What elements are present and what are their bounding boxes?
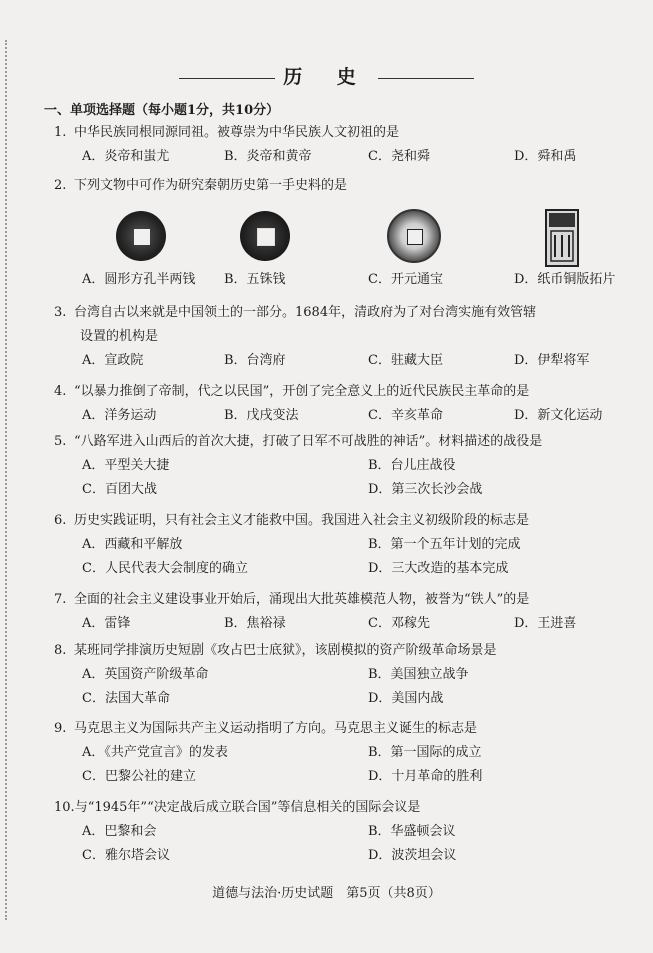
question-8 [54, 639, 614, 711]
question-stem: 下列文物中可作为研究秦朝历史第一手史料的是 [74, 178, 348, 193]
option-d[interactable]: D．舜和禹 [514, 149, 577, 164]
option-a[interactable]: A．西藏和平解放 [82, 537, 183, 552]
option-b[interactable]: B．五铢钱 [224, 272, 286, 287]
option-c[interactable]: C．邓稼先 [368, 616, 430, 631]
artifact-images [0, 207, 653, 267]
option-c[interactable]: C．辛亥革命 [368, 408, 443, 423]
option-a[interactable]: A．雷锋 [82, 616, 131, 631]
option-c[interactable]: C．巴黎公社的建立 [82, 769, 196, 784]
page-footer: 道德与法治·历史试题 第5页（共8页） [212, 886, 441, 901]
question-2-options [54, 268, 614, 292]
kaiyuan-coin-image [387, 209, 441, 263]
question-stem-line-2: 设置的机构是 [80, 329, 159, 344]
question-number: 2. [54, 178, 67, 193]
option-c[interactable]: C．百团大战 [82, 482, 157, 497]
question-number: 1. [54, 125, 67, 140]
option-c[interactable]: C．尧和舜 [368, 149, 430, 164]
option-a[interactable]: A．圆形方孔半两钱 [82, 272, 196, 287]
option-d[interactable]: D．新文化运动 [514, 408, 603, 423]
question-stem: 与“1945年”“决定战后成立联合国”等信息相关的国际会议是 [74, 800, 421, 815]
option-b[interactable]: B．第一国际的成立 [368, 745, 482, 760]
option-c[interactable]: C．法国大革命 [82, 691, 170, 706]
paper-money-rubbing-image [545, 209, 579, 267]
option-b[interactable]: B．美国独立战争 [368, 667, 469, 682]
wuzhu-coin-image [240, 211, 290, 261]
option-b[interactable]: B．焦裕禄 [224, 616, 286, 631]
option-d[interactable]: D．三大改造的基本完成 [368, 561, 509, 576]
option-a[interactable]: A．英国资产阶级革命 [82, 667, 209, 682]
question-number: 8. [54, 643, 67, 658]
question-4 [54, 380, 614, 428]
page-title [0, 62, 653, 89]
question-stem: 台湾自古以来就是中国领土的一部分。1684年，清政府为了对台湾实施有效管辖 [74, 305, 537, 320]
option-b[interactable]: B．台湾府 [224, 353, 286, 368]
option-c[interactable]: C．开元通宝 [368, 272, 443, 287]
option-b[interactable]: B．华盛顿会议 [368, 824, 456, 839]
option-d[interactable]: D．纸币铜版拓片 [514, 272, 616, 287]
option-a[interactable]: A．洋务运动 [82, 408, 157, 423]
option-a[interactable]: A．炎帝和蚩尤 [82, 149, 170, 164]
binding-dotted-line [5, 40, 7, 920]
option-a[interactable]: A．平型关大捷 [82, 458, 170, 473]
option-b[interactable]: B．炎帝和黄帝 [224, 149, 312, 164]
option-a[interactable]: A．《共产党宣言》的发表 [82, 745, 228, 760]
option-c[interactable]: C．驻藏大臣 [368, 353, 443, 368]
question-1 [54, 121, 614, 169]
question-stem: “八路军进入山西后的首次大捷，打破了日军不可战胜的神话”。材料描述的战役是 [74, 434, 543, 449]
option-b[interactable]: B．台儿庄战役 [368, 458, 456, 473]
question-7 [54, 588, 614, 636]
question-9 [54, 717, 614, 789]
section-heading: 一、单项选择题（每小题1分，共10分） [44, 103, 280, 118]
option-c[interactable]: C．人民代表大会制度的确立 [82, 561, 248, 576]
question-number: 5. [54, 434, 67, 449]
question-10 [54, 796, 614, 868]
question-stem: “以暴力推倒了帝制，代之以民国”，开创了完全意义上的近代民族民主革命的是 [74, 384, 530, 399]
option-d[interactable]: D．波茨坦会议 [368, 848, 457, 863]
question-5 [54, 430, 614, 502]
question-number: 7. [54, 592, 67, 607]
question-number: 6. [54, 513, 67, 528]
title-text: 历 史 [283, 66, 370, 88]
question-3 [54, 301, 614, 373]
question-stem: 中华民族同根同源同祖。被尊崇为中华民族人文初祖的是 [74, 125, 400, 140]
question-6 [54, 509, 614, 581]
title-rule-left [179, 78, 275, 79]
option-d[interactable]: D．十月革命的胜利 [368, 769, 483, 784]
option-c[interactable]: C．雅尔塔会议 [82, 848, 170, 863]
title-rule-right [378, 78, 474, 79]
question-number: 10. [54, 800, 75, 815]
question-stem: 马克思主义为国际共产主义运动指明了方向。马克思主义诞生的标志是 [74, 721, 478, 736]
option-d[interactable]: D．第三次长沙会战 [368, 482, 483, 497]
question-stem: 全面的社会主义建设事业开始后，涌现出大批英雄模范人物，被誉为“铁人”的是 [74, 592, 530, 607]
option-d[interactable]: D．伊犁将军 [514, 353, 590, 368]
question-number: 3. [54, 305, 67, 320]
option-d[interactable]: D．美国内战 [368, 691, 444, 706]
question-number: 9. [54, 721, 67, 736]
option-b[interactable]: B．戊戌变法 [224, 408, 299, 423]
question-2 [54, 174, 614, 198]
option-b[interactable]: B．第一个五年计划的完成 [368, 537, 521, 552]
option-a[interactable]: A．宣政院 [82, 353, 144, 368]
banliang-coin-image [116, 211, 166, 261]
option-a[interactable]: A．巴黎和会 [82, 824, 157, 839]
question-stem: 某班同学排演历史短剧《攻占巴士底狱》，该剧模拟的资产阶级革命场景是 [74, 643, 497, 658]
question-stem: 历史实践证明，只有社会主义才能救中国。我国进入社会主义初级阶段的标志是 [74, 513, 530, 528]
question-number: 4. [54, 384, 67, 399]
option-d[interactable]: D．王进喜 [514, 616, 577, 631]
